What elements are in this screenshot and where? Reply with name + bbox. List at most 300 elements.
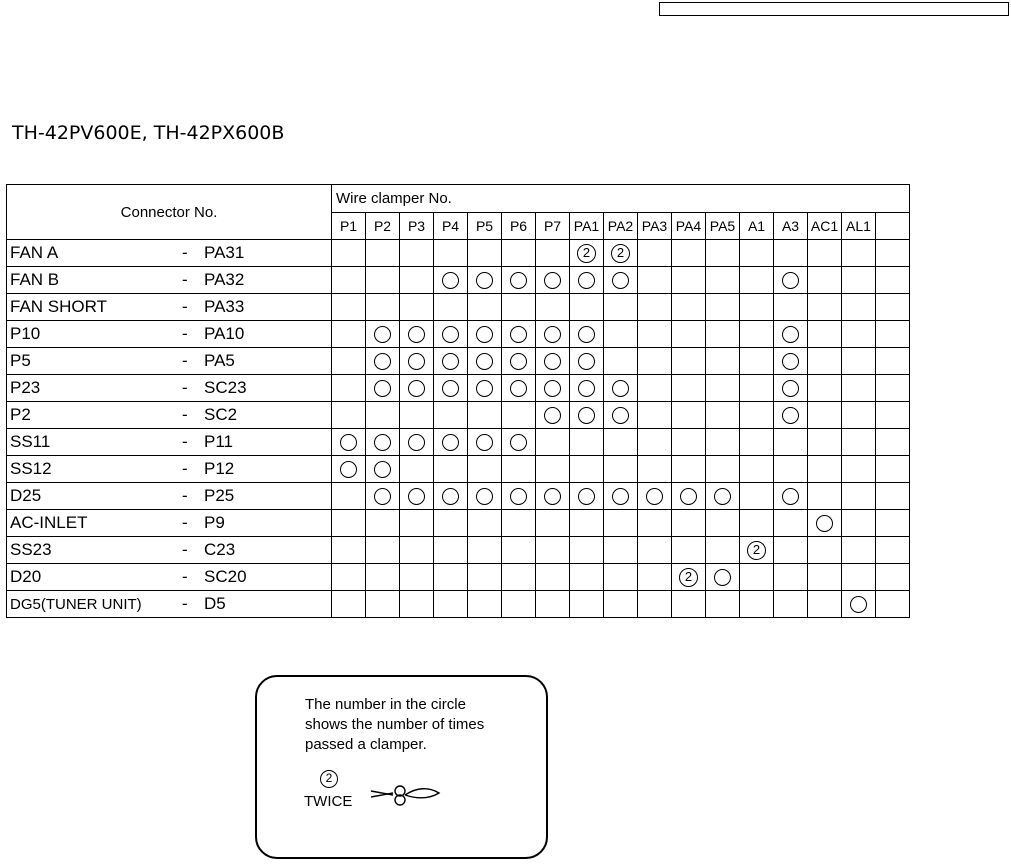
clamp-cell: [400, 321, 434, 348]
circle-mark-icon: [374, 380, 391, 397]
circle-mark-icon: [782, 380, 799, 397]
circle-mark-icon: [782, 407, 799, 424]
circle-mark-icon: [714, 569, 731, 586]
clamp-cell: [366, 348, 400, 375]
circle-mark-icon: [408, 434, 425, 451]
clamp-cell: [842, 537, 876, 564]
connector-cell: [7, 348, 332, 375]
connector-name: SS23: [10, 540, 52, 559]
clamp-cell: [672, 348, 706, 375]
clamp-cell: [672, 456, 706, 483]
clamp-cell: [502, 591, 536, 618]
clamp-cell: [774, 321, 808, 348]
clamp-cell: [332, 321, 366, 348]
clamp-cell: [536, 267, 570, 294]
clamp-cell: [672, 240, 706, 267]
clamp-cell: [808, 564, 842, 591]
clamp-cell: [672, 375, 706, 402]
clamp-cell: [400, 591, 434, 618]
clamp-cell: [570, 375, 604, 402]
column-header-a3: A3: [774, 213, 808, 240]
clamp-cell: [366, 375, 400, 402]
clamp-cell: [672, 267, 706, 294]
table-row: [7, 591, 910, 618]
clamp-cell: [604, 294, 638, 321]
clamp-cell: [570, 564, 604, 591]
connector-name: P23: [10, 378, 41, 397]
clamp-cell: [808, 537, 842, 564]
clamp-cell: [468, 537, 502, 564]
legend-text: [305, 695, 484, 755]
clamp-cell: [774, 591, 808, 618]
clamp-cell: [570, 483, 604, 510]
clamp-cell: [400, 537, 434, 564]
model-title: TH-42PV600E, TH-42PX600B: [12, 122, 285, 144]
clamp-cell: [570, 456, 604, 483]
wire-clamper-table: [6, 184, 910, 618]
circle-mark-icon: [782, 326, 799, 343]
clamp-cell: [638, 267, 672, 294]
clamp-cell: [774, 402, 808, 429]
connector-cell: [7, 591, 332, 618]
connector-code: SC20: [204, 567, 247, 586]
connector-cell: [7, 240, 332, 267]
clamp-cell: [638, 564, 672, 591]
circle-mark-icon: [476, 488, 493, 505]
clamp-cell: [706, 537, 740, 564]
clamp-cell: [774, 267, 808, 294]
circle-mark-icon: [612, 488, 629, 505]
connector-code: P12: [204, 459, 235, 478]
clamp-cell: [774, 510, 808, 537]
circle-mark-icon: [408, 353, 425, 370]
clamp-cell: [876, 294, 910, 321]
circled-two-icon: 2: [747, 541, 766, 560]
clamp-cell: [774, 375, 808, 402]
clamp-cell: [400, 375, 434, 402]
circle-mark-icon: [476, 353, 493, 370]
clamp-cell: [570, 294, 604, 321]
clamp-cell: [842, 591, 876, 618]
clamp-cell: [672, 321, 706, 348]
clamp-cell: [400, 564, 434, 591]
clamp-cell: [332, 348, 366, 375]
wire-clamper-header: Wire clamper No.: [332, 185, 910, 213]
circle-mark-icon: [578, 488, 595, 505]
clamp-cell: [808, 591, 842, 618]
clamp-cell: [468, 294, 502, 321]
clamp-cell: [434, 564, 468, 591]
circle-mark-icon: [442, 380, 459, 397]
circle-mark-icon: [476, 434, 493, 451]
clamp-cell: [400, 483, 434, 510]
clamp-cell: [502, 321, 536, 348]
circled-two-icon: 2: [320, 770, 338, 788]
clamp-cell: [706, 294, 740, 321]
clamp-cell: [604, 240, 638, 267]
clamp-cell: [638, 510, 672, 537]
clamp-cell: [604, 456, 638, 483]
column-header-pa4: PA4: [672, 213, 706, 240]
circle-mark-icon: [714, 488, 731, 505]
clamp-cell: [468, 564, 502, 591]
clamp-cell: [366, 510, 400, 537]
connector-code: D5: [204, 594, 226, 613]
clamp-cell: [502, 375, 536, 402]
clamp-cell: [774, 483, 808, 510]
clamp-cell: [434, 483, 468, 510]
circle-mark-icon: [476, 326, 493, 343]
clamp-cell: [434, 267, 468, 294]
clamp-cell: [774, 456, 808, 483]
connector-name: DG5(TUNER UNIT): [10, 596, 142, 613]
table-row: [7, 348, 910, 375]
clamp-cell: [740, 591, 774, 618]
circle-mark-icon: [544, 326, 561, 343]
clamp-cell: [808, 402, 842, 429]
clamp-cell: [536, 591, 570, 618]
clamp-cell: [638, 321, 672, 348]
clamp-cell: [434, 537, 468, 564]
clamp-cell: [842, 483, 876, 510]
circle-mark-icon: [544, 353, 561, 370]
clamp-cell: [604, 564, 638, 591]
clamp-cell: [468, 240, 502, 267]
clamp-cell: [366, 429, 400, 456]
connector-name: FAN SHORT: [10, 297, 107, 316]
clamp-cell: [876, 564, 910, 591]
clamp-cell: [774, 294, 808, 321]
clamp-cell: [502, 294, 536, 321]
clamp-cell: [400, 510, 434, 537]
clamp-cell: [740, 456, 774, 483]
clamp-cell: [672, 402, 706, 429]
legend-line: The number in the circle: [305, 696, 466, 713]
clamp-cell: [842, 240, 876, 267]
clamp-cell: [808, 321, 842, 348]
connector-cell: [7, 429, 332, 456]
circle-mark-icon: [544, 272, 561, 289]
clamp-cell: [502, 267, 536, 294]
connector-dash: -: [182, 567, 188, 586]
clamp-cell: [774, 240, 808, 267]
clamp-cell: [638, 456, 672, 483]
clamp-cell: [638, 375, 672, 402]
connector-name: P10: [10, 324, 41, 343]
clamp-cell: [604, 429, 638, 456]
column-header-p2: P2: [366, 213, 400, 240]
connector-dash: -: [182, 324, 188, 343]
connector-name: P2: [10, 405, 31, 424]
clamp-cell: [808, 267, 842, 294]
clamp-cell: [706, 240, 740, 267]
circle-mark-icon: [578, 353, 595, 370]
clamp-cell: [570, 348, 604, 375]
circle-mark-icon: [510, 380, 527, 397]
clamp-cell: [332, 456, 366, 483]
connector-name: AC-INLET: [10, 513, 88, 532]
clamp-cell: [468, 321, 502, 348]
connector-name: SS11: [10, 432, 51, 451]
clamp-cell: [740, 510, 774, 537]
connector-code: PA32: [204, 270, 245, 289]
table-header-row: [7, 185, 910, 213]
connector-cell: [7, 402, 332, 429]
clamp-cell: [400, 456, 434, 483]
clamp-cell: [706, 375, 740, 402]
clamp-cell: [638, 537, 672, 564]
table-row: [7, 510, 910, 537]
circle-mark-icon: [476, 272, 493, 289]
clamp-cell: [876, 375, 910, 402]
circle-mark-icon: [340, 461, 357, 478]
clamp-cell: [536, 510, 570, 537]
circle-mark-icon: [612, 407, 629, 424]
clamp-cell: [434, 456, 468, 483]
clamp-cell: [876, 402, 910, 429]
clamp-cell: [740, 483, 774, 510]
clamp-cell: [468, 429, 502, 456]
connector-name: FAN B: [10, 270, 60, 289]
connector-name: D20: [10, 567, 42, 586]
clamp-cell: [774, 537, 808, 564]
clamp-cell: [502, 348, 536, 375]
clamp-cell: [332, 483, 366, 510]
clamp-cell: [842, 510, 876, 537]
connector-cell: [7, 456, 332, 483]
connector-cell: [7, 294, 332, 321]
clamp-cell: [332, 564, 366, 591]
clamp-cell: [638, 240, 672, 267]
connector-cell: [7, 564, 332, 591]
circle-mark-icon: [374, 434, 391, 451]
clamp-cell: [706, 321, 740, 348]
clamp-cell: [740, 537, 774, 564]
connector-code: P9: [204, 513, 225, 532]
clamp-cell: [604, 510, 638, 537]
circle-mark-icon: [510, 272, 527, 289]
circle-mark-icon: [510, 434, 527, 451]
connector-dash: -: [182, 432, 188, 451]
clamp-cell: [536, 321, 570, 348]
connector-name: FAN A: [10, 243, 59, 262]
connector-name: D25: [10, 486, 42, 505]
clamp-cell: [706, 429, 740, 456]
connector-cell: [7, 537, 332, 564]
column-header-blank: [876, 213, 910, 240]
connector-code: P25: [204, 486, 235, 505]
clamp-cell: [570, 240, 604, 267]
clamp-cell: [468, 402, 502, 429]
clamp-cell: [876, 321, 910, 348]
circle-mark-icon: [510, 488, 527, 505]
column-header-p4: P4: [434, 213, 468, 240]
column-header-pa1: PA1: [570, 213, 604, 240]
column-header-pa2: PA2: [604, 213, 638, 240]
clamp-cell: [638, 429, 672, 456]
circle-mark-icon: [782, 272, 799, 289]
column-header-pa5: PA5: [706, 213, 740, 240]
clamp-cell: [842, 402, 876, 429]
clamp-cell: [366, 537, 400, 564]
clamp-cell: [400, 429, 434, 456]
clamp-cell: [876, 510, 910, 537]
connector-code: PA33: [204, 297, 245, 316]
legend-twice-label: TWICE: [304, 793, 353, 810]
circle-mark-icon: [782, 488, 799, 505]
wire-loop-clamp-icon: [369, 783, 441, 807]
clamp-cell: [706, 456, 740, 483]
clamp-cell: [366, 402, 400, 429]
clamp-cell: [808, 240, 842, 267]
clamp-cell: [672, 537, 706, 564]
clamp-cell: [570, 402, 604, 429]
connector-cell: [7, 510, 332, 537]
circle-mark-icon: [544, 488, 561, 505]
clamp-cell: [740, 240, 774, 267]
clamp-cell: [366, 483, 400, 510]
clamp-cell: [842, 429, 876, 456]
clamp-cell: [400, 267, 434, 294]
clamp-cell: [366, 456, 400, 483]
clamp-cell: [536, 240, 570, 267]
clamp-cell: [400, 402, 434, 429]
column-header-p1: P1: [332, 213, 366, 240]
connector-header: Connector No.: [7, 185, 332, 240]
clamp-cell: [468, 510, 502, 537]
column-header-a1: A1: [740, 213, 774, 240]
clamp-cell: [570, 429, 604, 456]
connector-dash: -: [182, 486, 188, 505]
clamp-cell: [434, 321, 468, 348]
column-header-ac1: AC1: [808, 213, 842, 240]
table-body: [7, 240, 910, 618]
table-row: [7, 240, 910, 267]
clamp-cell: [570, 321, 604, 348]
connector-dash: -: [182, 270, 188, 289]
connector-dash: -: [182, 243, 188, 262]
clamp-cell: [332, 375, 366, 402]
clamp-cell: [366, 591, 400, 618]
clamp-cell: [502, 510, 536, 537]
clamp-cell: [434, 348, 468, 375]
clamp-cell: [876, 483, 910, 510]
connector-name: SS12: [10, 459, 52, 478]
clamp-cell: [332, 537, 366, 564]
clamp-cell: [808, 294, 842, 321]
circled-two-icon: 2: [577, 244, 596, 263]
clamp-cell: [604, 537, 638, 564]
clamp-cell: [672, 294, 706, 321]
clamp-cell: [570, 510, 604, 537]
clamp-cell: [468, 375, 502, 402]
circle-mark-icon: [612, 272, 629, 289]
clamp-cell: [740, 564, 774, 591]
clamp-cell: [604, 375, 638, 402]
circle-mark-icon: [374, 353, 391, 370]
clamp-cell: [536, 537, 570, 564]
clamp-cell: [536, 348, 570, 375]
clamp-cell: [842, 564, 876, 591]
clamp-cell: [366, 564, 400, 591]
circle-mark-icon: [442, 272, 459, 289]
connector-dash: -: [182, 297, 188, 316]
circle-mark-icon: [442, 326, 459, 343]
clamp-cell: [706, 267, 740, 294]
clamp-cell: [808, 375, 842, 402]
clamp-cell: [400, 240, 434, 267]
circle-mark-icon: [510, 326, 527, 343]
clamp-cell: [502, 240, 536, 267]
clamp-cell: [468, 456, 502, 483]
clamp-cell: [366, 321, 400, 348]
clamp-cell: [740, 348, 774, 375]
clamp-cell: [706, 510, 740, 537]
column-header-al1: AL1: [842, 213, 876, 240]
column-header-pa3: PA3: [638, 213, 672, 240]
circle-mark-icon: [408, 380, 425, 397]
clamp-cell: [434, 294, 468, 321]
clamp-cell: [502, 456, 536, 483]
clamp-cell: [638, 402, 672, 429]
clamp-cell: [672, 510, 706, 537]
table-row: [7, 537, 910, 564]
clamp-cell: [332, 267, 366, 294]
connector-code: PA5: [204, 351, 235, 370]
clamp-cell: [706, 348, 740, 375]
clamp-cell: [876, 267, 910, 294]
circle-mark-icon: [340, 434, 357, 451]
clamp-cell: [808, 429, 842, 456]
clamp-cell: [400, 294, 434, 321]
circle-mark-icon: [646, 488, 663, 505]
clamp-cell: [536, 429, 570, 456]
connector-dash: -: [182, 351, 188, 370]
clamp-cell: [502, 564, 536, 591]
circle-mark-icon: [476, 380, 493, 397]
circle-mark-icon: [544, 380, 561, 397]
clamp-cell: [332, 510, 366, 537]
column-header-p5: P5: [468, 213, 502, 240]
clamp-cell: [332, 591, 366, 618]
clamp-cell: [706, 483, 740, 510]
column-header-p7: P7: [536, 213, 570, 240]
clamp-cell: [672, 564, 706, 591]
table-row: [7, 564, 910, 591]
clamp-cell: [774, 564, 808, 591]
circle-mark-icon: [374, 488, 391, 505]
clamp-cell: [842, 375, 876, 402]
table-row: [7, 483, 910, 510]
clamp-cell: [468, 267, 502, 294]
clamp-cell: [740, 294, 774, 321]
header-box: [659, 2, 1009, 16]
clamp-cell: [808, 348, 842, 375]
clamp-cell: [876, 537, 910, 564]
clamp-cell: [774, 348, 808, 375]
clamp-cell: [468, 483, 502, 510]
clamp-cell: [570, 591, 604, 618]
connector-cell: [7, 375, 332, 402]
clamp-cell: [808, 456, 842, 483]
clamp-cell: [502, 429, 536, 456]
connector-code: C23: [204, 540, 236, 559]
table-row: [7, 375, 910, 402]
clamp-cell: [706, 402, 740, 429]
clamp-cell: [740, 321, 774, 348]
connector-dash: -: [182, 540, 188, 559]
table-row: [7, 429, 910, 456]
